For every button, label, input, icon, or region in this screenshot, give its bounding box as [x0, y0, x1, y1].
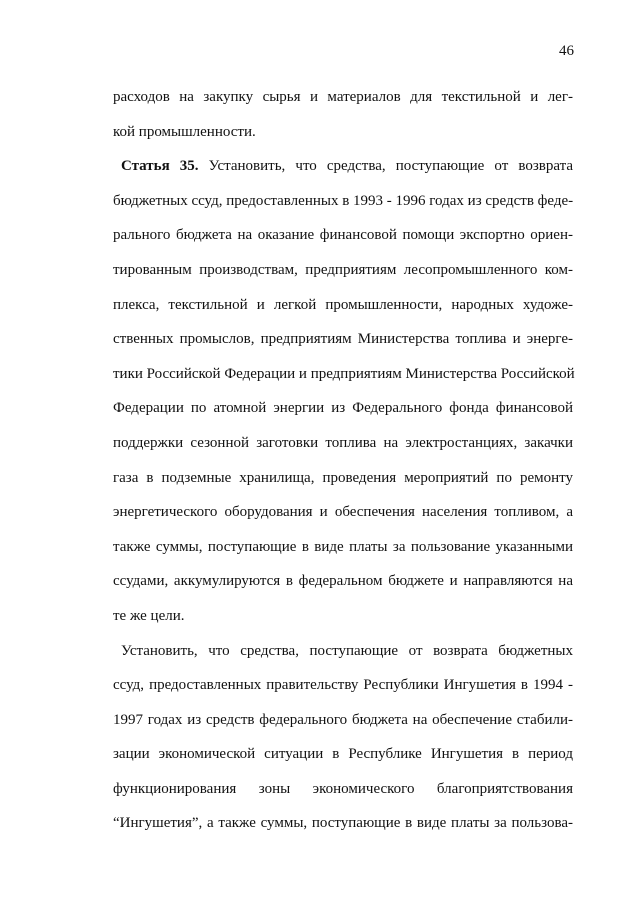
text-line: энергетического оборудования и обеспечения населения топливом, а [113, 504, 573, 521]
text-line: тики Российской Федерации и предприятиям Министерства Российской [113, 365, 575, 382]
paragraph-ingushetia [113, 634, 573, 842]
paragraph-article-35 [113, 149, 573, 633]
text-line: рального бюджета на оказание финансовой помощи экспортно ориен- [113, 227, 573, 244]
text-line: ссудами, аккумулируются в федеральном бюджете и направляются на [113, 573, 573, 590]
text-line: бюджетных ссуд, предоставленных в 1993 - 1996 годах из средств феде- [113, 192, 574, 209]
text-line: газа в подземные хранилища, проведения мероприятий по ремонту [113, 469, 573, 486]
text-line: 1997 годах из средств федерального бюджета на обеспечение стабили- [113, 711, 573, 728]
text-line: плекса, текстильной и легкой промышленности, народных художе- [113, 296, 573, 313]
paragraph-continuation [113, 80, 573, 149]
text-line-rest: Установить, что средства, поступающие от возврата [198, 158, 573, 175]
text-line: зации экономической ситуации в Республике Ингушетия в период [113, 746, 573, 763]
text-line: поддержки сезонной заготовки топлива на электростанциях, закачки [113, 434, 573, 451]
text-line: Установить, что средства, поступающие от возврата бюджетных [121, 642, 573, 659]
text-line: тированным производствам, предприятиям лесопромышленного ком- [113, 261, 573, 278]
text-line: те же цели. [113, 607, 185, 624]
text-line: “Ингушетия”, а также суммы, поступающие в виде платы за пользова- [113, 815, 573, 832]
text-line: расходов на закупку сырья и материалов для текстильной и лег- [113, 89, 573, 105]
text-line: ственных промыслов, предприятиям Министерства топлива и энерге- [113, 331, 573, 348]
document-body [113, 80, 573, 841]
text-line: Федерации по атомной энергии из Федерального фонда финансовой [113, 400, 573, 417]
text-line: ссуд, предоставленных правительству Республики Ингушетия в 1994 - [113, 677, 573, 694]
text-line: кой промышленности. [113, 123, 256, 140]
page-number: 46 [559, 43, 574, 59]
article-label: Статья 35. [121, 158, 199, 175]
text-line [113, 149, 573, 184]
text-line: функционирования зоны экономического благоприятствования [113, 780, 573, 797]
text-line: также суммы, поступающие в виде платы за пользование указанными [113, 538, 573, 555]
